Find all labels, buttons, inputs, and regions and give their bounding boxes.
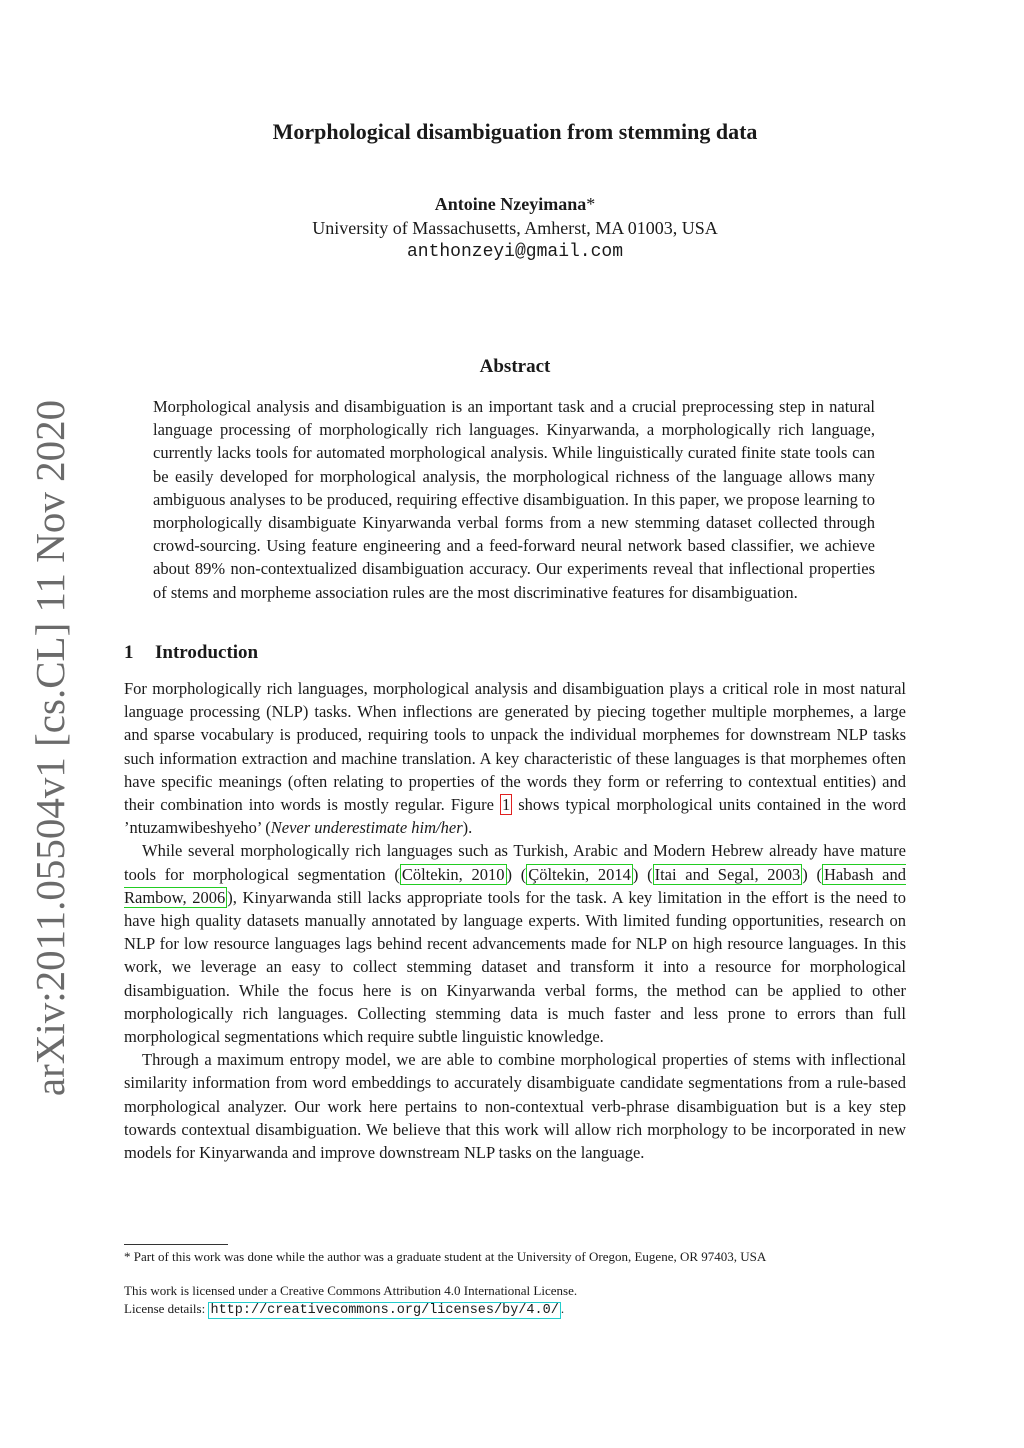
- license-line: This work is licensed under a Creative Commons Attribution 4.0 International License.: [124, 1283, 578, 1298]
- section-number: 1: [124, 642, 134, 663]
- intro-text: While several morphologically rich languages such as Turkish, Arabic and Modern Hebrew already have mature tools for morphological segmentation (: [124, 841, 906, 884]
- intro-text: shows typical morphological units contained in the word ’ntuzamwibeshyeho’ (: [124, 795, 906, 838]
- intro-paragraph-1: [124, 677, 906, 839]
- citation-link[interactable]: Cöltekin, 2010: [401, 864, 505, 884]
- license-label: License details:: [124, 1300, 209, 1316]
- license-punct: .: [560, 1300, 565, 1316]
- intro-text: ) (: [506, 864, 527, 884]
- affiliation: University of Massachusetts, Amherst, MA 01003, USA: [312, 218, 718, 238]
- intro-text: ).: [462, 818, 473, 838]
- footnote-rule: [124, 1244, 228, 1245]
- footnote: [124, 1248, 906, 1265]
- section-heading: [124, 642, 258, 664]
- figure-ref-link[interactable]: 1: [501, 795, 511, 815]
- arxiv-id: arXiv:2011.05504v1 [cs.CL] 11 Nov 2020: [27, 399, 73, 1097]
- footnote-text: Part of this work was done while the author was a graduate student at the University of Oregon, Eugene, OR 97403, USA: [130, 1249, 767, 1264]
- citation-link[interactable]: Habash and Rambow, 2006: [124, 864, 907, 907]
- author-footnote-mark: *: [586, 194, 596, 214]
- intro-body: [124, 677, 906, 1164]
- footnote-mark: *: [124, 1249, 131, 1264]
- intro-paragraph-3: Through a maximum entropy model, we are able to combine morphological properties of stems with inflectional similarity information from word embeddings to accurately disambiguate candidate segmentations from a rule-based morphological analyzer. Our work here pertains to non-contextual verb-phrase disambiguation but is a key step towards contextual disambiguation. We believe that this work will allow rich morphology to be incorporated in new models for Kinyarwanda and improve downstream NLP tasks on the language.: [124, 1050, 906, 1163]
- abstract-heading: Abstract: [479, 356, 551, 377]
- intro-text: ), Kinyarwanda still lacks appropriate tools for the task. A key limitation in the effort is the need to have high quality datasets manually annotated by language experts. With limited funding opportunities, research on NLP for low resource languages lags behind recent advancements made for NLP on high resource languages. In this work, we leverage an easy to collect stemming dataset and transform it into a resource for morphological disambiguation. While the focus here is on Kinyarwanda verbal forms, the method can be applied to other morphologically rich languages. Collecting stemming data is much faster and less prone to errors than full morphological segmentations which require subtle linguistic knowledge.: [124, 887, 906, 1047]
- intro-emphasis: Never underestimate him/her: [270, 818, 463, 838]
- intro-text: ) (: [802, 864, 822, 884]
- intro-text: ) (: [632, 864, 653, 884]
- intro-text: For morphologically rich languages, morphological analysis and disambiguation plays a critical role in most natural language processing (NLP) tasks. When inflections are generated by piecing together multiple morphemes, a large and sparse vocabulary is produced, requiring tools to unpack the individual morphemes for downstream NLP tasks such information extraction and machine translation. A key characteristic of these languages is that morphemes often have specific meanings (often relating to properties of the words they form or referring to contextual entities) and their combination into words is mostly regular. Figure: [124, 679, 906, 815]
- intro-paragraph-2: [124, 839, 906, 1048]
- arxiv-sidebar: [22, 399, 78, 1097]
- citation-link[interactable]: Itai and Segal, 2003: [654, 864, 801, 884]
- license-url-link[interactable]: http://creativecommons.org/licenses/by/4.0/: [210, 1302, 559, 1318]
- author-name: Antoine Nzeyimana: [434, 194, 587, 214]
- author-email: anthonzeyi@gmail.com: [406, 242, 624, 262]
- license-block: [124, 1282, 906, 1319]
- citation-link[interactable]: Çöltekin, 2014: [528, 864, 631, 884]
- author-line: [124, 194, 906, 215]
- abstract-text: Morphological analysis and disambiguation is an important task and a crucial preprocessing step in natural language processing of morphologically rich languages. Kinyarwanda, a morphologically rich language, currently lacks tools for automated morphological analysis. While linguistically curated finite state tools can be easily developed for morphological analysis, the morphological richness of the language allows many ambiguous analyses to be produced, requiring effective disambiguation. In this paper, we propose learning to morphologically disambiguate Kinyarwanda verbal forms from a new stemming dataset collected through crowd-sourcing. Using feature engineering and a feed-forward neural network based classifier, we achieve about 89% non-contextualized disambiguation accuracy. Our experiments reveal that inflectional properties of stems and morpheme association rules are the most discriminative features for disambiguation.: [153, 397, 875, 602]
- license-details: [124, 1300, 906, 1320]
- section-title: Introduction: [155, 642, 259, 663]
- paper-title: Morphological disambiguation from stemming data: [272, 119, 758, 144]
